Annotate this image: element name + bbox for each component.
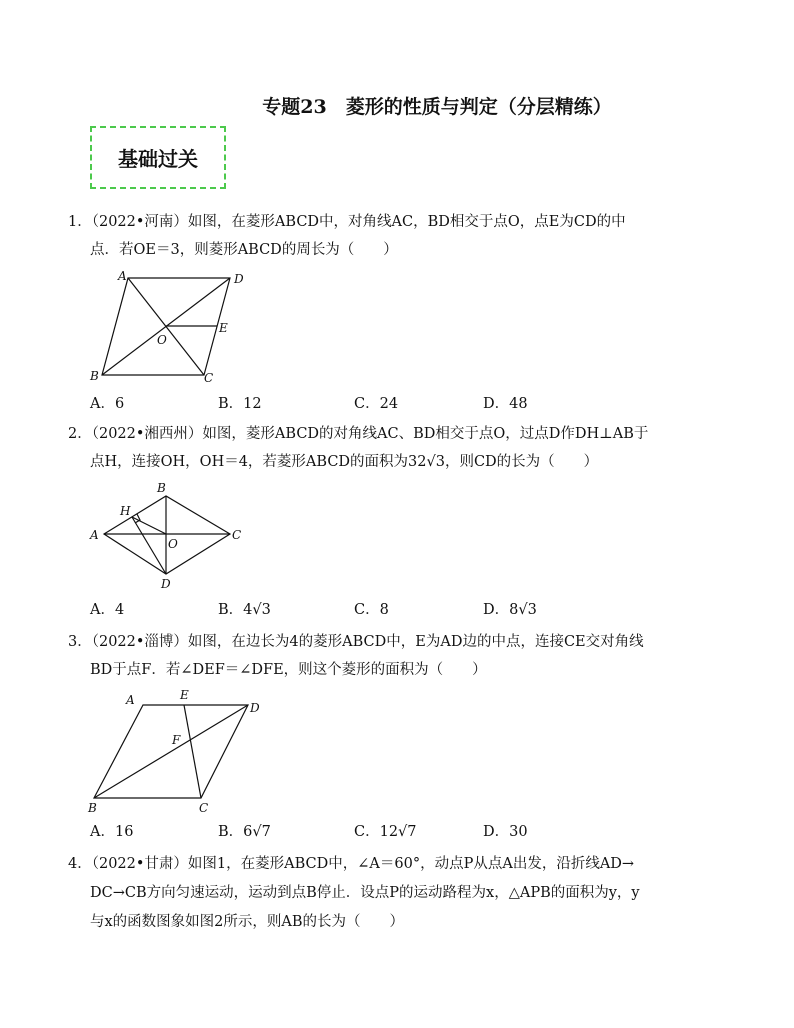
q3-option-c[interactable]: C．12√7 (354, 824, 417, 840)
q4-line-2: DC→CB方向匀速运动，运动到点B停止．设点P的运动路程为x，△APB的面积为y，y (90, 885, 640, 901)
q1-label-b: B (90, 369, 99, 383)
q2-option-c[interactable]: C．8 (354, 602, 389, 618)
q3-option-b[interactable]: B．6√7 (218, 824, 271, 840)
q3-option-d[interactable]: D．30 (483, 824, 528, 840)
q2-line-1: 2．（2022•湘西州）如图，菱形ABCD的对角线AC、BD相交于点O，过点D作DH⊥AB于 (68, 426, 649, 442)
q1-option-d[interactable]: D．48 (483, 396, 528, 412)
q1-label-c: C (204, 371, 214, 385)
q1-option-a[interactable]: A．6 (90, 396, 125, 412)
q2-label-d: D (161, 577, 171, 591)
q2-label-h: H (120, 504, 131, 518)
q2-option-b[interactable]: B．4√3 (218, 602, 271, 618)
q1-label-d: D (234, 272, 244, 286)
q1-option-c[interactable]: C．24 (354, 396, 399, 412)
q4-line-1: 4．（2022•甘肃）如图1，在菱形ABCD中，∠A＝60°，动点P从点A出发，沿折线AD→ (68, 856, 635, 872)
q3-line-1: 3．（2022•淄博）如图，在边长为4的菱形ABCD中，E为AD边的中点，连接CE交对角线 (68, 634, 644, 650)
q3-label-f: F (172, 733, 181, 747)
q3-option-a[interactable]: A．16 (90, 824, 134, 840)
q2-line-2: 点H，连接OH，OH＝4，若菱形ABCD的面积为32√3，则CD的长为（ ） (90, 454, 599, 470)
q2-label-o: O (168, 537, 178, 551)
q3-label-c: C (199, 801, 209, 815)
q1-option-b[interactable]: B．12 (218, 396, 262, 412)
q2-label-a: A (90, 528, 99, 542)
q2-option-a[interactable]: A．4 (90, 602, 125, 618)
q3-label-e: E (180, 688, 189, 702)
q1-line-2: 点．若OE＝3，则菱形ABCD的周长为（ ） (90, 242, 398, 258)
q1-label-a: A (118, 269, 127, 283)
q3-label-a: A (126, 693, 135, 707)
section-tag: 基础过关 (90, 126, 226, 189)
q4-line-3: 与x的函数图象如图2所示，则AB的长为（ ） (90, 914, 405, 930)
q1-label-e: E (219, 321, 228, 335)
q2-option-d[interactable]: D．8√3 (483, 602, 537, 618)
q3-segment-ce (184, 705, 201, 798)
q1-label-o: O (157, 333, 167, 347)
q3-label-d: D (250, 701, 260, 715)
q1-line-1: 1．（2022•河南）如图，在菱形ABCD中，对角线AC，BD相交于点O，点E为CD的中 (68, 214, 626, 230)
q3-label-b: B (88, 801, 97, 815)
q2-label-c: C (232, 528, 242, 542)
q2-label-b: B (157, 481, 166, 495)
q3-line-2: BD于点F．若∠DEF＝∠DFE，则这个菱形的面积为（ ） (90, 662, 487, 678)
page-title: 专题23 菱形的性质与判定（分层精练） (262, 96, 612, 118)
